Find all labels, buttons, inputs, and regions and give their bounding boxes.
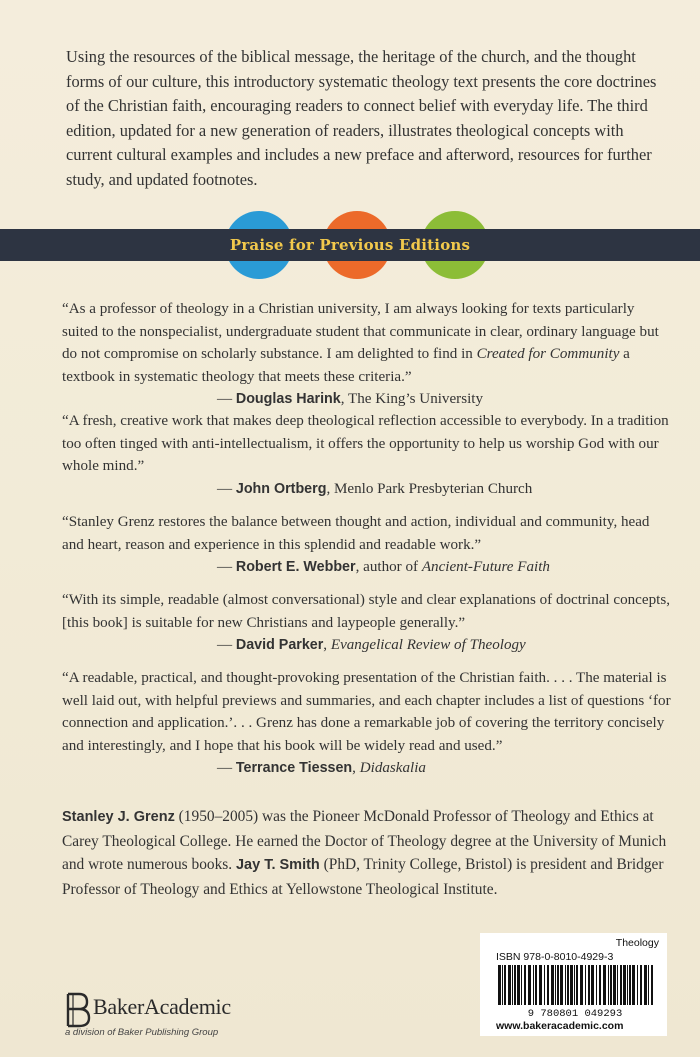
barcode-bar (521, 965, 522, 1005)
barcode-bar (596, 965, 597, 1005)
barcode-bar (565, 965, 566, 1005)
barcode-bar (517, 965, 520, 1005)
barcode-bar (524, 965, 526, 1005)
book-description: Using the resources of the biblical message, the heritage of the church, and the thought forms of our culture, this introductory systematic theology text presents the core doctrines of the Christian faith, encouraging readers to connect belief with everyday life. The third edition, updated for a new generation of readers, illustrates theological concepts with current cultural examples and includes a new preface and afterword, resources for further study, and updated footnotes. (66, 47, 657, 189)
barcode-bar (640, 965, 642, 1005)
endorser-name: Douglas Harink (235, 391, 341, 407)
bio-text: (1950–2005) was the Pioneer McDonald Professor of Theology and Ethics at Carey Theological College. He earned the Doctor of Theology degree at the University of Munich and wrote numerous books. (62, 808, 667, 873)
quote-text: “As a professor of theology in a Christian university, I am always looking for texts particularly suited to the nonspecialist, undergraduate student that communicate in clear, ordinary language but do not compromise on scholarly substance. I am delighted to find in (62, 301, 659, 362)
praise-attribution (62, 634, 672, 657)
barcode-bar (508, 965, 511, 1005)
barcode-digits: 9 780801 049293 (527, 1008, 623, 1017)
barcode-bar (535, 965, 537, 1005)
endorser-name: Robert E. Webber (235, 559, 356, 575)
endorser-affiliation: , author of (355, 559, 422, 575)
author-name: Stanley J. Grenz (62, 809, 175, 825)
barcode-bar (648, 965, 649, 1005)
barcode-bar (610, 965, 612, 1005)
barcode-bar (547, 965, 549, 1005)
barcode-bar (608, 965, 609, 1005)
publication-title: Evangelical Review of Theology (330, 637, 526, 653)
barcode-bar (629, 965, 631, 1005)
book-title: Ancient-Future Faith (421, 559, 550, 575)
endorser-affiliation: , Menlo Park Presbyterian Church (326, 480, 533, 497)
endorser-affiliation: , (352, 760, 360, 776)
barcode-bar (533, 965, 534, 1005)
publisher-name: BakerAcademic (93, 994, 231, 1019)
praise-block-parker (62, 589, 672, 657)
praise-quote: “Stanley Grenz restores the balance between thought and action, individual and community, head and heart, reason and experience in this splendid and readable work.” (62, 514, 650, 553)
praise-block-harink (62, 298, 672, 411)
barcode-bar (617, 965, 618, 1005)
barcode-bar (580, 965, 583, 1005)
quote-text: a textbook in systematic theology that meets these criteria.” (62, 346, 630, 385)
barcode-bar (512, 965, 513, 1005)
barcode-bar (637, 965, 638, 1005)
barcode-bar (623, 965, 626, 1005)
praise-attribution (62, 757, 672, 780)
barcode-bar (539, 965, 542, 1005)
dash: — (217, 559, 233, 575)
barcode-panel (480, 933, 667, 1036)
barcode-bar (644, 965, 647, 1005)
barcode-graphic (490, 965, 660, 1017)
isbn-label: ISBN 978-0-8010-4929-3 (496, 951, 614, 963)
praise-quote: “A fresh, creative work that makes deep theological reflection accessible to everybody. In a tradition too often tinged with anti-intellectualism, it offers the opportunity to help us worship God with our whole mind.” (62, 413, 669, 474)
praise-heading: Praise for Previous Editions (229, 236, 471, 254)
praise-block-ortberg (62, 410, 672, 500)
endorser-affiliation: , The King’s University (340, 391, 484, 407)
praise-attribution (62, 388, 672, 411)
dash: — (217, 637, 233, 653)
category-label: Theology (615, 937, 659, 949)
praise-quote: “A readable, practical, and thought-provoking presentation of the Christian faith. . . . The material is well laid out, with helpful previews and summaries, and each chapter includes a list of questions ‘for connection and application.’. . . Grenz has done a remarkable job of covering the territory concisely and interestingly, and I hope that his book will be widely read and used.” (62, 670, 671, 754)
publisher-subtitle: a division of Baker Publishing Group (65, 1027, 219, 1038)
endorser-name: Terrance Tiessen (235, 760, 353, 776)
endorser-name: David Parker (235, 637, 324, 653)
barcode-bar (627, 965, 628, 1005)
barcode-bar (591, 965, 594, 1005)
barcode-bar (570, 965, 573, 1005)
barcode-bar (651, 965, 653, 1005)
barcode-bar (551, 965, 554, 1005)
barcode-bar (576, 965, 578, 1005)
barcode-bar (588, 965, 590, 1005)
barcode-bar (613, 965, 616, 1005)
barcode-bar (528, 965, 531, 1005)
dash: — (217, 480, 233, 497)
author-bio (62, 805, 677, 901)
publisher-website: www.bakeracademic.com (496, 1020, 624, 1032)
barcode-bar (599, 965, 601, 1005)
barcode-bar (498, 965, 501, 1005)
barcode-bar (585, 965, 586, 1005)
publisher-logo (65, 991, 285, 1041)
barcode-bar (504, 965, 506, 1005)
barcode-bar (620, 965, 622, 1005)
book-title: Created for Community (476, 346, 620, 362)
praise-attribution (62, 556, 672, 579)
baker-b-logo-icon (65, 991, 93, 1031)
author-name: Jay T. Smith (235, 857, 320, 873)
barcode-bar (574, 965, 575, 1005)
barcode-bar (502, 965, 503, 1005)
publication-title: Didaskalia (359, 760, 426, 776)
endorser-name: John Ortberg (235, 480, 327, 497)
barcode-bar (544, 965, 545, 1005)
endorser-affiliation: , (323, 637, 331, 653)
praise-block-webber (62, 511, 672, 579)
barcode-bar (560, 965, 563, 1005)
barcode-bar (567, 965, 569, 1005)
barcode-bar (555, 965, 556, 1005)
barcode-bar (557, 965, 559, 1005)
barcode-bar (632, 965, 635, 1005)
praise-quote: “With its simple, readable (almost conversational) style and clear explanations of doctrinal concepts, [this book] is suitable for new Christians and laypeople generally.” (62, 592, 670, 631)
barcode-bar (603, 965, 606, 1005)
bio-text: (PhD, Trinity College, Bristol) is president and Bridger Professor of Theology and Ethics at Yellowstone Theological Institute. (62, 856, 664, 898)
praise-attribution (62, 478, 672, 501)
dash: — (217, 760, 233, 776)
praise-block-tiessen (62, 667, 672, 780)
dash: — (217, 391, 233, 407)
praise-quote (62, 298, 672, 388)
barcode-bar (514, 965, 516, 1005)
